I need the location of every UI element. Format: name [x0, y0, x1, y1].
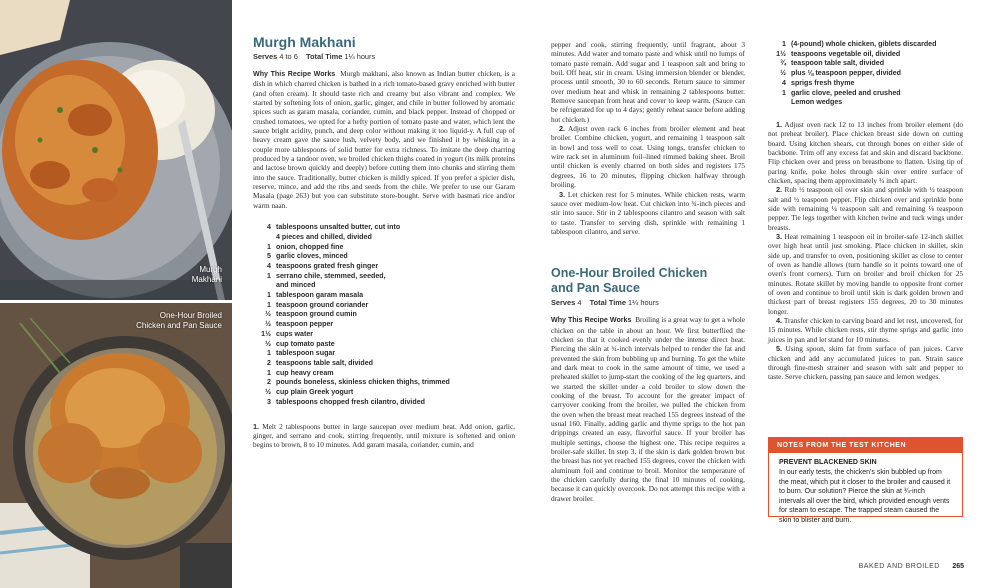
photo-murgh-makhani	[0, 0, 232, 300]
step-5	[768, 344, 963, 381]
ingredient-item	[768, 98, 963, 108]
ingredient-description: and minced	[276, 281, 316, 290]
ingredient-description: teaspoons grated fresh ginger	[276, 261, 379, 270]
step-2	[768, 185, 963, 232]
step-number: 5.	[776, 344, 783, 354]
ingredient-description: serrano chile, stemmed, seeded,	[276, 271, 386, 280]
ingredient-quantity: 1	[267, 368, 271, 377]
ingredient-item	[253, 330, 515, 340]
ingredient-quantity: 5	[267, 252, 271, 261]
ingredient-item	[253, 349, 515, 359]
ingredient-quantity	[768, 98, 791, 108]
why-this-works	[253, 69, 515, 210]
serves-value: 4	[577, 298, 582, 308]
step-text: Transfer chicken to carving board and let rest, uncovered, for 15 minutes. While chicken rests, stir thyme sprigs and garlic into juices in pan and let stand for 10 minutes.	[768, 316, 963, 344]
column-right	[768, 40, 963, 382]
ingredient-item	[253, 233, 515, 243]
ingredient-description: cup plain Greek yogurt	[276, 388, 354, 397]
recipe-meta	[551, 298, 745, 307]
ingredient-item	[253, 398, 515, 408]
ingredient-item	[768, 69, 963, 79]
step-text: Melt 2 tablespoons butter in large saucepan over medium heat. Add onion, garlic, ginger, and serrano and cook, stirring frequently, until mixture is softened and onion begins to brown, 8 to 10 minutes. Add garam masala, coriander, cumin, and	[253, 421, 516, 450]
ingredient-item	[253, 272, 515, 282]
step-number: 3.	[559, 189, 566, 199]
notes-body: In our early tests, the chicken's skin bubbled up from the meat, which put it closer to the broiler and caused it to burn. Our solution? Pierce the skin at ¾-inch intervals all over the bird, which provided enough vents for steam to escape. The trapped steam caused the skin to blister and burn.	[779, 469, 951, 524]
ingredient-description: teaspoons vegetable oil, divided	[791, 49, 901, 58]
ingredient-description: sprigs fresh thyme	[791, 78, 855, 87]
step-text: Adjust oven rack 12 to 13 inches from broiler element (do not preheat broiler). Place chicken breast side down on cutting board. Using kitchen shears, cut through bones on either side of backbone. Trim off any excess fat and skin and discard backbone. Flip chicken over and press on breastbone to flatten. Using tip of paring knife, poke holes through skin over entire surface of chicken, spacing them approximately ¾ inch apart.	[768, 119, 964, 185]
ingredient-description: tablespoon garam masala	[276, 291, 364, 300]
ingredient-item	[253, 340, 515, 350]
serves-label: Serves	[551, 298, 576, 308]
ingredient-item	[253, 262, 515, 272]
ingredient-quantity: 4	[267, 223, 271, 232]
ingredient-description: pounds boneless, skinless chicken thighs, trimmed	[276, 378, 450, 387]
ingredient-description: tablespoons unsalted butter, cut into	[276, 223, 401, 232]
ingredient-quantity: 1	[267, 271, 271, 280]
ingredient-item	[253, 310, 515, 320]
ingredient-list	[253, 223, 515, 407]
caption-broiled-line1: One-Hour Broiled	[159, 311, 222, 320]
ingredient-item	[768, 79, 963, 89]
step-number: 1.	[253, 421, 260, 431]
ingredient-description: cups water	[276, 329, 314, 338]
ingredient-description: cup heavy cream	[276, 368, 334, 377]
ingredient-quantity: ½	[265, 388, 271, 397]
why-label: Why This Recipe Works	[253, 70, 336, 78]
recipe-meta	[253, 52, 515, 61]
ingredient-description: cup tomato paste	[276, 339, 335, 348]
recipe-title-broiled-chicken: One-Hour Broiled Chicken and Pan Sauce	[551, 266, 708, 296]
ingredient-description: garlic clove, peeled and crushed	[791, 88, 901, 97]
ingredient-description: teaspoon ground cumin	[276, 310, 357, 319]
ingredient-description: tablespoon sugar	[276, 349, 336, 358]
ingredient-item	[253, 243, 515, 253]
recipe-title-murgh-makhani: Murgh Makhani	[253, 34, 356, 50]
ingredient-quantity	[253, 233, 276, 243]
time-value: 1¼ hours	[628, 298, 659, 308]
ingredient-quantity: 1½	[261, 329, 271, 338]
ingredient-description: teaspoon ground coriander	[276, 300, 369, 309]
column-murgh-makhani	[253, 34, 515, 450]
ingredient-item	[253, 369, 515, 379]
ingredient-description: teaspoons table salt, divided	[276, 359, 373, 367]
ingredient-item	[253, 388, 515, 398]
ingredient-quantity: ½	[265, 310, 271, 319]
ingredient-description: (4-pound) whole chicken, giblets discarded	[791, 40, 937, 48]
column-middle	[551, 40, 745, 503]
step-number: 1.	[776, 119, 783, 129]
ingredient-description: garlic cloves, minced	[276, 252, 348, 261]
step-text: Using spoon, skim fat from surface of pan juices. Carve chicken and add any accumulated juices to pan. Strain sauce through fine-mesh strainer and season with salt and pepper to taste. Serve chicken, passing pan sauce and lemon wedges.	[768, 344, 963, 382]
time-value: 1¼ hours	[344, 52, 376, 61]
ingredient-quantity: 1½	[776, 49, 786, 58]
ingredient-description: 4 pieces and chilled, divided	[276, 232, 372, 241]
ingredient-item	[253, 359, 515, 369]
ingredient-quantity: 1	[782, 40, 786, 48]
ingredient-quantity: 1	[267, 349, 271, 358]
step-3	[768, 232, 963, 316]
step-4	[768, 316, 963, 344]
ingredient-list	[768, 40, 963, 108]
ingredient-quantity: 4	[267, 261, 271, 270]
ingredient-description: teaspoon table salt, divided	[791, 59, 885, 68]
ingredient-item	[768, 59, 963, 69]
step-number: 4.	[776, 316, 783, 326]
photo-broiled-chicken	[0, 303, 232, 588]
ingredient-quantity: 3	[267, 397, 271, 406]
ingredient-quantity: 4	[782, 78, 786, 87]
time-label: Total Time	[589, 298, 626, 308]
serves-label: Serves	[253, 52, 278, 61]
page-number: 265	[952, 563, 964, 570]
ingredient-description: tablespoons chopped fresh cilantro, divided	[276, 397, 425, 406]
ingredient-item	[253, 378, 515, 388]
ingredient-item	[253, 320, 515, 330]
caption-murgh-line2: Makhani	[191, 275, 222, 284]
step-text: Rub ½ teaspoon oil over skin and sprinkle with ½ teaspoon salt and ½ teaspoon pepper. Flip chicken over and sprinkle bone side with remaining ¼ teaspoon salt and remaining ⅛ teaspoon pepper. Tie legs together with kitchen twine and tuck wings under breasts.	[768, 185, 963, 232]
why-text: Murgh makhani, also known as Indian butter chicken, is a dish in which charred chicken is bathed in a rich tomato-based gravy enriched with butter (and often cream). It should taste rich and creamy but also vibrant and complex. We started by softening lots of onion, garlic, ginger, and chile in butter followed by aromatic spices such as garam masala, coriander, cumin, and black pepper. Instead of chopped or crushed tomatoes, we opted for a hefty portion of tomato paste and water, which lent the sauce bright acidity, punch, and deep color without making it too liquid-y. A full cup of heavy cream gave the sauce lush, velvety body, and we finished it by whisking in a couple more tablespoons of solid butter for extra richness. To imitate the deep charring produced by a tandoor oven, we broiled chicken thighs coated in yogurt (its milk proteins and lactose brown quickly and deeply) before cutting them into chunks and stirring them into the sauce. Traditionally, butter chicken is mildly spiced. If you prefer a spicier dish, reserve, mince, and add the ribs and seeds from the chile. We prefer to use our Garam Masala (page 263) but you can substitute store-bought. Serve with basmati rice and/or warm naan.	[253, 69, 515, 210]
ingredient-quantity: 1	[267, 291, 271, 300]
ingredient-item	[768, 40, 963, 50]
ingredient-quantity	[253, 281, 276, 291]
ingredient-quantity: 1	[782, 88, 786, 97]
ingredient-description: teaspoon pepper	[276, 320, 334, 329]
ingredient-quantity: ¾	[780, 59, 786, 68]
step-1	[768, 120, 963, 185]
ingredient-quantity: 2	[267, 359, 271, 367]
ingredient-description: onion, chopped fine	[276, 242, 344, 251]
step-text: Let chicken rest for 5 minutes. While chicken rests, warm sauce over medium-low heat. Cut chicken into ¾-inch pieces and stir into sauce. Stir in 2 tablespoons cilantro and season with salt to taste. Transfer to serving dish, sprinkle with remaining 1 tablespoon cilantro, and serve.	[551, 189, 746, 236]
notes-title: PREVENT BLACKENED SKIN	[779, 459, 877, 466]
step-number: 2.	[776, 185, 783, 195]
ingredient-item	[253, 281, 515, 291]
step-2	[551, 124, 745, 189]
ingredient-description: Lemon wedges	[791, 98, 843, 107]
ingredient-quantity: ½	[265, 320, 271, 329]
step-number: 2.	[559, 124, 566, 134]
ingredient-item	[253, 291, 515, 301]
why-this-works	[551, 315, 745, 503]
step-number: 3.	[776, 232, 783, 242]
ingredient-quantity: 1	[267, 300, 271, 309]
step-3	[551, 190, 745, 237]
caption-murgh-line1: Murgh	[199, 265, 222, 274]
ingredient-description: plus ⅛ teaspoon pepper, divided	[791, 69, 901, 78]
ingredient-quantity: 2	[267, 378, 271, 387]
step-text: Adjust oven rack 6 inches from broiler element and heat broiler. Combine chicken, yogurt, and remaining 1 teaspoon salt in bowl and toss well to coat. Using tongs, transfer chicken to wire rack set in aluminum foil–lined rimmed baking sheet. Broil until chicken is evenly charred on both sides and registers 175 degrees, 16 to 20 minutes, flipping chicken halfway through broiling.	[551, 124, 746, 190]
step-1	[253, 422, 515, 450]
ingredient-item	[253, 301, 515, 311]
ingredient-item	[768, 89, 963, 99]
steps-list	[768, 120, 963, 382]
step-text: Heat remaining 1 teaspoon oil in broiler-safe 12-inch skillet over high heat until just smoking. Place chicken in skillet, skin side up, and transfer to oven, positioning skillet as close to center of oven as handle allows (turn handle so it points toward one of oven's front corners). Turn on broiler and broil chicken for 25 minutes. Rotate skillet by moving handle to opposite front corner of oven and continue to broil until skin is dark golden brown and thickest part of breast registers 155 degrees, 20 to 30 minutes longer.	[768, 232, 964, 316]
step-1-continued: pepper and cook, stirring frequently, until fragrant, about 3 minutes. Add water and tomato paste and whisk until no lumps of tomato paste remain. Add sugar and 1 teaspoon salt and bring to boil. Off heat, stir in cream. Using immersion blender or blender, process until smooth, 30 to 60 seconds. Return sauce to simmer over medium heat and whisk in remaining 2 tablespoons butter. Remove saucepan from heat and cover to keep warm. (Sauce can be refrigerated for up to 4 days; gently reheat sauce before adding hot chicken.)	[551, 40, 745, 124]
serves-value: 4 to 6	[279, 52, 298, 61]
ingredient-item	[253, 223, 515, 233]
ingredient-item	[253, 252, 515, 262]
caption-broiled-line2: Chicken and Pan Sauce	[136, 321, 222, 330]
footer-section: BAKED AND BROILED	[858, 563, 940, 570]
why-label: Why This Recipe Works	[551, 316, 632, 325]
ingredient-quantity: ½	[780, 69, 786, 78]
notes-header: NOTES FROM THE TEST KITCHEN	[769, 438, 962, 453]
why-text: Broiling is a great way to get a whole chicken on the table in about an hour. We first butterflied the chicken so that it cooked evenly under the intense direct heat. Piercing the skin at ¾-inch intervals helped to render the fat and prevented the skin from bubbling up and burning. To get the white and dark meat to cook in the same amount of time, we used a preheated skillet to jump-start the cooking of the leg quarters, and we started the skillet under a cold broiler to slow down the cooking of the breast. To account for the greater impact of carryover cooking from the broiler, we pulled the chicken from the oven when the breast meat reached 155 degrees instead of the usual 160. Finally, adding garlic and thyme sprigs to the hot pan drippings created an easy, flavorful sauce. If your broiler has multiple settings, choose the highest one. This recipe requires a broiler-safe skillet. In step 3, if the skin is dark golden brown but the breast has not yet reached 155 degrees, cover the chicken with aluminum foil and continue to broil. Monitor the temperature of the chicken carefully during the final 10 minutes of cooking, because it can quickly overcook. Do not attempt this recipe with a drawer broiler.	[551, 315, 745, 503]
ingredient-quantity: ½	[265, 339, 271, 348]
time-label: Total Time	[306, 52, 343, 61]
page-footer	[859, 563, 964, 570]
ingredient-item	[768, 50, 963, 60]
ingredient-quantity: 1	[267, 242, 271, 251]
notes-box	[768, 437, 963, 524]
